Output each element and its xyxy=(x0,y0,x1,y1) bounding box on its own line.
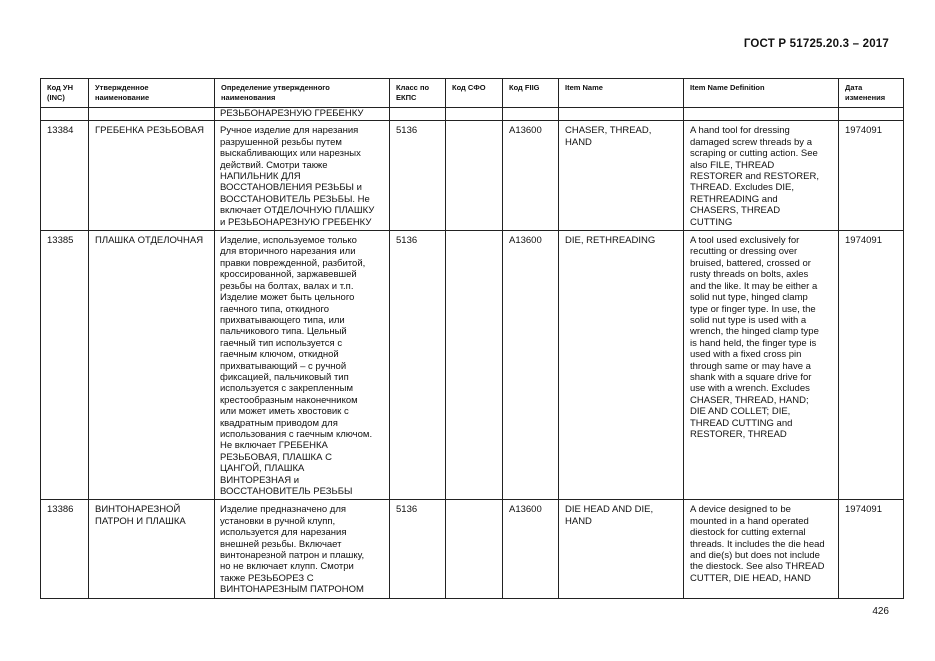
continuation-definition-cell xyxy=(215,108,390,121)
item-def-line: used with a fixed cross pin xyxy=(690,349,802,361)
definition-line: но не включает клупп. Смотри xyxy=(220,561,354,573)
table-header-row xyxy=(41,79,904,108)
continuation-item-name-cell xyxy=(559,108,684,121)
continuation-fiig-cell xyxy=(503,108,559,121)
item-def-line: recutting or dressing over xyxy=(690,246,798,258)
continuation-definition-line: РЕЗЬБОНАРЕЗНУЮ ГРЕБЕНКУ xyxy=(220,108,364,119)
item-def-line: and die(s) but does not include xyxy=(690,550,820,562)
column-header-line: (INC) xyxy=(47,92,65,102)
definition-cell xyxy=(215,121,390,231)
item-def-line: solid nut type is used with a xyxy=(690,314,807,326)
item-name-cell xyxy=(559,121,684,231)
item-def-line: A tool used exclusively for xyxy=(690,235,800,247)
definition-line: Изделие может быть цельного xyxy=(220,292,355,304)
column-header-line: Определение утвержденного xyxy=(221,83,330,92)
continuation-name-cell xyxy=(89,108,215,121)
definition-line: использования с гаечным ключом. xyxy=(220,428,373,440)
fiig-cell: А13600 xyxy=(503,231,559,500)
column-header-line: Код СФО xyxy=(452,83,486,92)
definition-line: включает ОТДЕЛОЧНУЮ ПЛАШКУ xyxy=(220,205,375,217)
column-header-definition xyxy=(215,79,390,108)
item-def-line: also FILE, THREAD xyxy=(690,159,775,171)
column-header-item_name xyxy=(559,79,684,108)
column-header-line: Код FIIG xyxy=(509,83,540,92)
definition-line: Ручное изделие для нарезания xyxy=(220,125,359,137)
class-cell: 5136 xyxy=(390,231,446,500)
item-def-line: DIE AND COLLET; DIE, xyxy=(690,406,791,418)
definition-line: квадратным приводом для xyxy=(220,417,338,429)
column-header-line: ЕКПС xyxy=(396,92,417,102)
code-cell: 13385 xyxy=(41,231,89,500)
item-def-line: use with a wrench. Excludes xyxy=(690,383,810,395)
table-body xyxy=(41,108,904,599)
definition-line: пальчикового типа. Цельный xyxy=(220,326,347,338)
class-cell: 5136 xyxy=(390,121,446,231)
continuation-date-cell xyxy=(839,108,904,121)
column-header-code xyxy=(41,79,89,108)
item-def-line: THREAD. Excludes DIE, xyxy=(690,182,794,194)
definition-line: крестообразным наконечником xyxy=(220,394,358,406)
document-header: ГОСТ Р 51725.20.3 – 2017 xyxy=(743,38,889,50)
item-def-line: CHASERS, THREAD xyxy=(690,205,781,217)
definition-cell xyxy=(215,500,390,598)
item-def-line: mounted in a hand operated xyxy=(690,515,809,527)
item-def-line: CUTTER, DIE HEAD, HAND xyxy=(690,572,811,584)
continuation-class-cell xyxy=(390,108,446,121)
definition-line: внешней резьбы. Включает xyxy=(220,538,342,550)
item-name-line: CHASER, THREAD, xyxy=(565,125,652,137)
definition-line: ВИНТОРЕЗНАЯ и xyxy=(220,474,299,486)
item-def-line: is hand held, the finger type is xyxy=(690,337,817,349)
definition-line: кроссированной, заржавевшей xyxy=(220,269,357,281)
definition-cell xyxy=(215,231,390,500)
item-def-line: bruised, battered, crossed or xyxy=(690,257,811,269)
sfo-cell xyxy=(446,500,503,598)
item-def-line: RESTORER, THREAD xyxy=(690,428,787,440)
column-header-fiig xyxy=(503,79,559,108)
item-def-cell xyxy=(684,500,839,598)
item-def-line: diestock for cutting external xyxy=(690,527,806,539)
fiig-cell: А13600 xyxy=(503,121,559,231)
definition-line: ВИНТОНАРЕЗНЫМ ПАТРОНОМ xyxy=(220,584,364,596)
item-name-cell xyxy=(559,500,684,598)
fiig-cell: А13600 xyxy=(503,500,559,598)
column-header-line: Item Name Definition xyxy=(690,83,765,92)
name-line: ГРЕБЕНКА РЕЗЬБОВАЯ xyxy=(95,125,204,137)
item-def-cell xyxy=(684,121,839,231)
definition-line: винтонарезной патрон и плашку, xyxy=(220,550,365,562)
definition-line: Изделие предназначено для xyxy=(220,504,347,516)
code-cell: 13386 xyxy=(41,500,89,598)
name-cell xyxy=(89,500,215,598)
item-def-line: rusty threads on bolts, axles xyxy=(690,269,809,281)
column-header-line: Утвержденное xyxy=(95,83,149,92)
definition-line: гаечный тип используется с xyxy=(220,337,343,349)
definition-line: ВОССТАНОВИТЕЛЬ РЕЗЬБЫ. Не xyxy=(220,193,370,205)
definition-line: ЦАНГОЙ, ПЛАШКА xyxy=(220,463,305,475)
item-name-line: HAND xyxy=(565,515,592,527)
continuation-row xyxy=(41,108,904,121)
name-cell xyxy=(89,231,215,500)
item-def-line: CUTTING xyxy=(690,216,733,228)
definition-line: правки поврежденной, разбитой, xyxy=(220,257,366,269)
column-header-line: наименование xyxy=(95,92,150,102)
definition-line: Изделие, используемое только xyxy=(220,235,357,247)
item-def-cell xyxy=(684,231,839,500)
item-def-line: CHASER, THREAD, HAND; xyxy=(690,394,809,406)
item-def-line: type or finger type. In use, the xyxy=(690,303,816,315)
sfo-cell xyxy=(446,231,503,500)
definition-line: ВОССТАНОВЛЕНИЯ РЕЗЬБЫ и xyxy=(220,182,362,194)
item-def-line: the diestock. See also THREAD xyxy=(690,561,825,573)
definition-line: прихватывающего типа, или xyxy=(220,314,345,326)
column-header-sfo xyxy=(446,79,503,108)
definition-line: Не включает ГРЕБЕНКА xyxy=(220,440,328,452)
definition-line: гаечным ключом, откидной xyxy=(220,349,339,361)
column-header-line: наименования xyxy=(221,92,276,102)
table-row xyxy=(41,231,904,500)
date-cell: 1974091 xyxy=(839,231,904,500)
definition-line: используется для нарезания xyxy=(220,527,347,539)
item-def-line: RESTORER and RESTORER, xyxy=(690,171,819,183)
name-line: ПАТРОН И ПЛАШКА xyxy=(95,515,186,527)
item-def-line: A device designed to be xyxy=(690,504,791,516)
item-def-line: threads. It includes the die head xyxy=(690,538,825,550)
name-line: ВИНТОНАРЕЗНОЙ xyxy=(95,504,181,516)
definition-line: НАПИЛЬНИК ДЛЯ xyxy=(220,171,301,183)
name-line: ПЛАШКА ОТДЕЛОЧНАЯ xyxy=(95,235,204,247)
item-def-line: damaged screw threads by a xyxy=(690,136,812,148)
column-header-line: Item Name xyxy=(565,83,603,92)
column-header-line: Дата xyxy=(845,83,863,92)
column-header-line: Класс по xyxy=(396,83,430,92)
definition-line: для вторичного нарезания или xyxy=(220,246,356,258)
item-def-line: and the like. It may be either a xyxy=(690,280,818,292)
item-def-line: RETHREADING and xyxy=(690,193,778,205)
column-header-line: изменения xyxy=(845,92,886,102)
item-def-line: A hand tool for dressing xyxy=(690,125,790,137)
continuation-code-cell xyxy=(41,108,89,121)
definition-line: действий. Смотри также xyxy=(220,159,328,171)
definition-line: установки в ручной клупп, xyxy=(220,515,336,527)
date-cell: 1974091 xyxy=(839,500,904,598)
column-header-item_def xyxy=(684,79,839,108)
column-header-date xyxy=(839,79,904,108)
definition-line: или может иметь хвостовик с xyxy=(220,406,349,418)
code-cell: 13384 xyxy=(41,121,89,231)
table-row xyxy=(41,500,904,598)
definition-line: также РЕЗЬБОРЕЗ С xyxy=(220,572,314,584)
item-def-line: THREAD CUTTING and xyxy=(690,417,793,429)
definition-line: РЕЗЬБОВАЯ, ПЛАШКА С xyxy=(220,451,332,463)
sfo-cell xyxy=(446,121,503,231)
continuation-sfo-cell xyxy=(446,108,503,121)
item-def-line: wrench, the hinged clamp type xyxy=(690,326,819,338)
column-header-line: Код УН xyxy=(47,83,73,92)
page-number: 426 xyxy=(872,606,889,617)
item-name-cell xyxy=(559,231,684,500)
continuation-item-def-cell xyxy=(684,108,839,121)
definition-line: и РЕЗЬБОНАРЕЗНУЮ ГРЕБЕНКУ xyxy=(220,216,372,228)
definition-line: фиксацией, пальчиковый тип xyxy=(220,371,349,383)
name-cell xyxy=(89,121,215,231)
item-def-line: through same or may have a xyxy=(690,360,811,372)
definition-line: ВОССТАНОВИТЕЛЬ РЕЗЬБЫ xyxy=(220,486,353,497)
table-row xyxy=(41,121,904,231)
item-def-line: shank with a square drive for xyxy=(690,371,812,383)
definition-line: используется с закрепленным xyxy=(220,383,353,395)
column-header-name xyxy=(89,79,215,108)
classification-table xyxy=(40,78,904,599)
item-def-line: solid nut type, hinged clamp xyxy=(690,292,808,304)
item-name-line: HAND xyxy=(565,136,592,148)
date-cell: 1974091 xyxy=(839,121,904,231)
class-cell: 5136 xyxy=(390,500,446,598)
item-name-line: DIE HEAD AND DIE, xyxy=(565,504,654,516)
column-header-class xyxy=(390,79,446,108)
definition-line: прихватывающий – с ручной xyxy=(220,360,347,372)
definition-line: резьбы на болтах, валах и т.п. xyxy=(220,280,354,292)
definition-line: разрушенной резьбы путем xyxy=(220,136,342,148)
definition-line: гаечного типа, откидного xyxy=(220,303,330,315)
item-def-line: scraping or cutting action. See xyxy=(690,148,818,160)
item-name-line: DIE, RETHREADING xyxy=(565,235,656,247)
definition-line: выскабливающих или нарезных xyxy=(220,148,361,160)
